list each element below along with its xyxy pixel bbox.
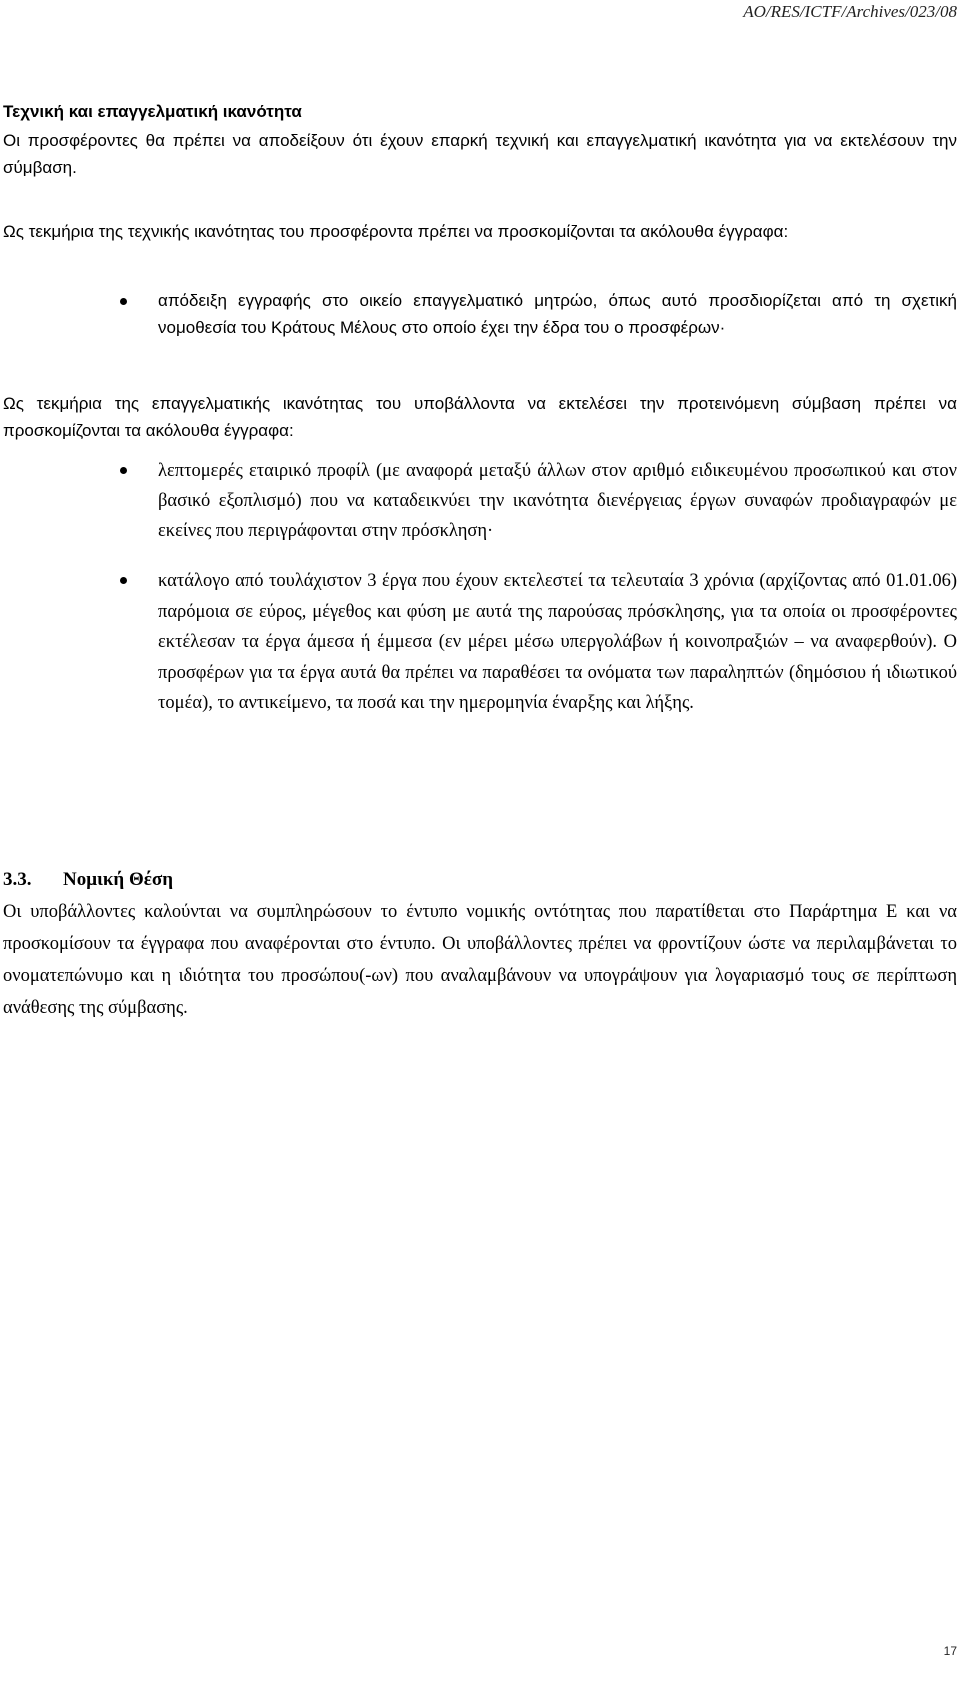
bullet-icon	[120, 298, 127, 305]
technical-evidence-list	[3, 287, 957, 341]
technical-capacity-section	[3, 97, 957, 181]
bullet-icon	[120, 467, 127, 474]
technical-evidence-block	[3, 218, 957, 245]
legal-position-body: Οι υποβάλλοντες καλούνται να συμπληρώσουν το έντυπο νομικής οντότητας που παρατίθεται στο Παράρτημα Ε και να προσκομίσουν τα έγγραφα που αναφέρονται στο έντυπο. Οι υποβάλλοντες πρέπει να φροντίζουν ώστε να περιλαμβάνεται το ονοματεπώνυμο και η ιδιότητα του προσώπου(-ων) που αναλαμβάνουν να υπογράψουν για λογαριασμό τους σε περίπτωση ανάθεσης της σύμβασης.	[3, 902, 957, 1018]
technical-evidence-intro: Ως τεκμήρια της τεχνικής ικανότητας του προσφέροντα πρέπει να προσκομίζονται τα ακόλουθα έγγραφα:	[3, 222, 789, 241]
list-item-text: κατάλογο από τουλάχιστον 3 έργα που έχουν εκτελεστεί τα τελευταία 3 χρόνια (αρχίζοντας από 01.01.06) παρόμοια σε εύρος, μέγεθος και φύση με αυτά της παρούσας πρόσκλησης, για τα οποία οι προσφέροντες εκτέλεσαν τα έργα άμεσα ή έμμεσα (εν μέρει μέσω υπεργολάβων ή κοινοπραξιών – να αναφερθούν). Ο προσφέρων για τα έργα αυτά θα πρέπει να παραθέσει τα ονόματα των παραληπτών (δημόσιου ή ιδιωτικού τομέα), το αντικείμενο, τα ποσά και την ημερομηνία έναρξης και λήξης.	[158, 571, 957, 713]
professional-evidence-intro: Ως τεκμήρια της επαγγελματικής ικανότητας του υποβάλλοντα να εκτελέσει την προτεινόμενη σύμβαση πρέπει να προσκομίζονται τα ακόλουθα έγγραφα:	[3, 394, 957, 440]
list-item-text: λεπτομερές εταιρικό προφίλ (με αναφορά μεταξύ άλλων στον αριθμό ειδικευμένου προσωπικού και στον βασικό εξοπλισμό) που να καταδεικνύει την ικανότητα διενέργειας έργων συναφών προδιαγραφών με εκείνες που περιγράφονται στην πρόσκληση·	[158, 461, 957, 541]
technical-capacity-heading: Τεχνική και επαγγελματική ικανότητα	[3, 102, 302, 121]
list-item	[3, 566, 957, 719]
professional-evidence-list	[3, 456, 957, 719]
section-title: Νομική Θέση	[63, 869, 173, 890]
list-item	[3, 456, 957, 546]
bullet-icon	[120, 577, 127, 584]
document-reference: AO/RES/ICTF/Archives/023/08	[743, 2, 957, 21]
section-number: 3.3.	[3, 869, 32, 890]
page-number: 17	[943, 1644, 957, 1658]
professional-evidence-block	[3, 390, 957, 444]
legal-position-heading	[3, 864, 957, 896]
list-item-text: απόδειξη εγγραφής στο οικείο επαγγελματικό μητρώο, όπως αυτό προσδιορίζεται από τη σχετική νομοθεσία του Κράτους Μέλους στο οποίο έχει την έδρα του ο προσφέρων·	[158, 291, 957, 337]
list-item	[3, 287, 957, 341]
legal-position-section	[3, 864, 957, 1024]
technical-intro-paragraph: Οι προσφέροντες θα πρέπει να αποδείξουν ότι έχουν επαρκή τεχνική και επαγγελματική ικανότητα για να εκτελέσουν την σύμβαση.	[3, 131, 957, 177]
